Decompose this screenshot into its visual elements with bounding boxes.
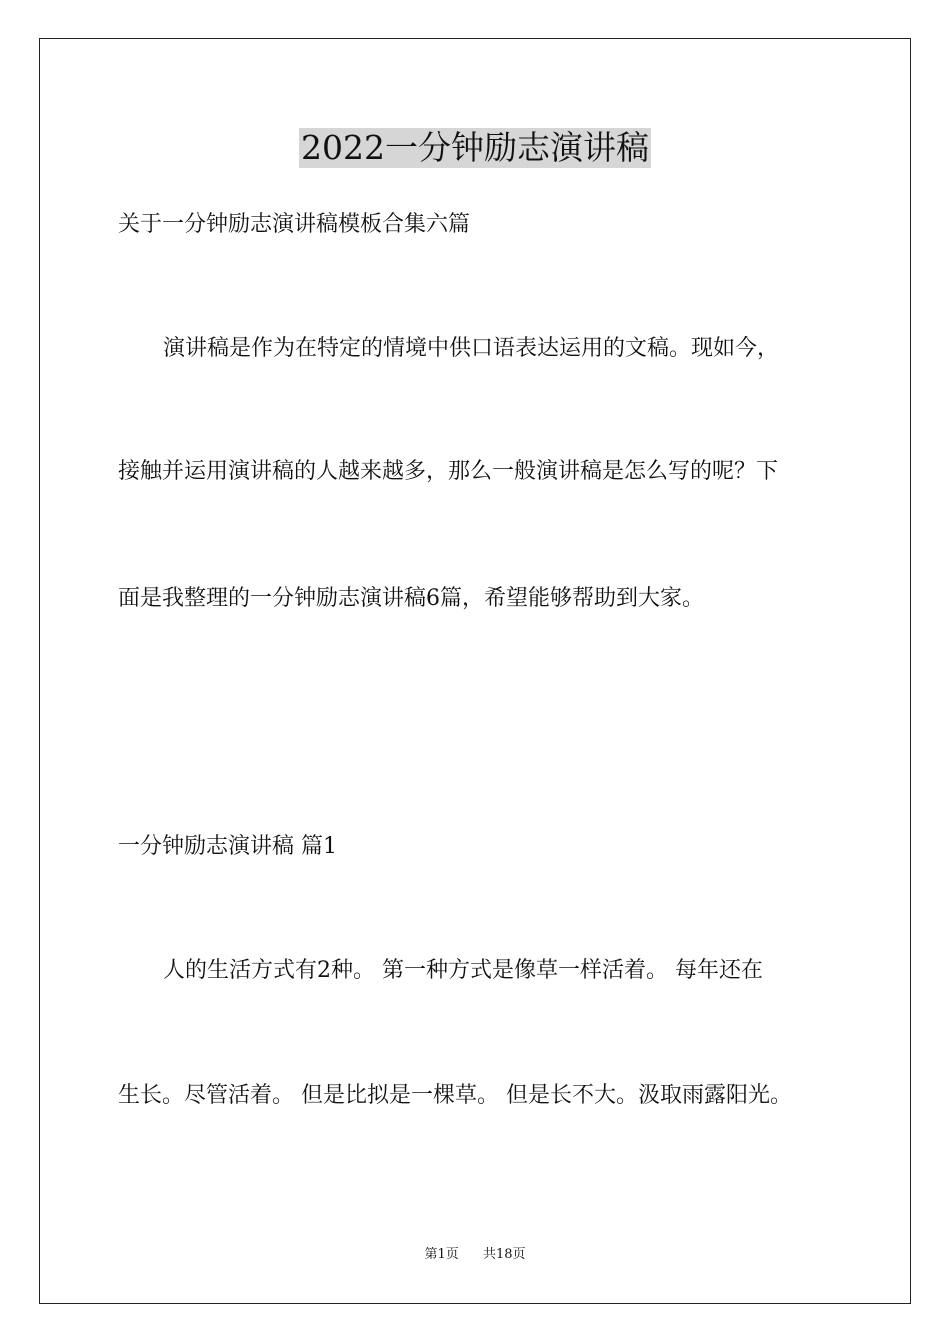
document-title: 2022一分钟励志演讲稿: [301, 128, 649, 167]
title-container: [0, 128, 950, 168]
intro-line: 面是我整理的一分钟励志演讲稿6篇，希望能够帮助到大家。: [118, 586, 704, 611]
intro-line: 接触并运用演讲稿的人越来越多，那么一般演讲稿是怎么写的呢？下: [118, 459, 779, 484]
body-line: 人的生活方式有2种。 第一种方式是像草一样活着。 每年还在: [163, 958, 763, 983]
page-footer: [0, 1246, 950, 1264]
intro-line: 演讲稿是作为在特定的情境中供口语表达运用的文稿。现如今，: [163, 336, 780, 361]
body-line: 生长。尽管活着。 但是比拟是一棵草。 但是长不大。汲取雨露阳光。: [118, 1083, 792, 1108]
page-number: 第1页: [424, 1247, 459, 1262]
page-total: 共18页: [483, 1247, 526, 1262]
document-subtitle: 关于一分钟励志演讲稿模板合集六篇: [118, 212, 471, 237]
section-heading: 一分钟励志演讲稿 篇1: [118, 834, 337, 859]
